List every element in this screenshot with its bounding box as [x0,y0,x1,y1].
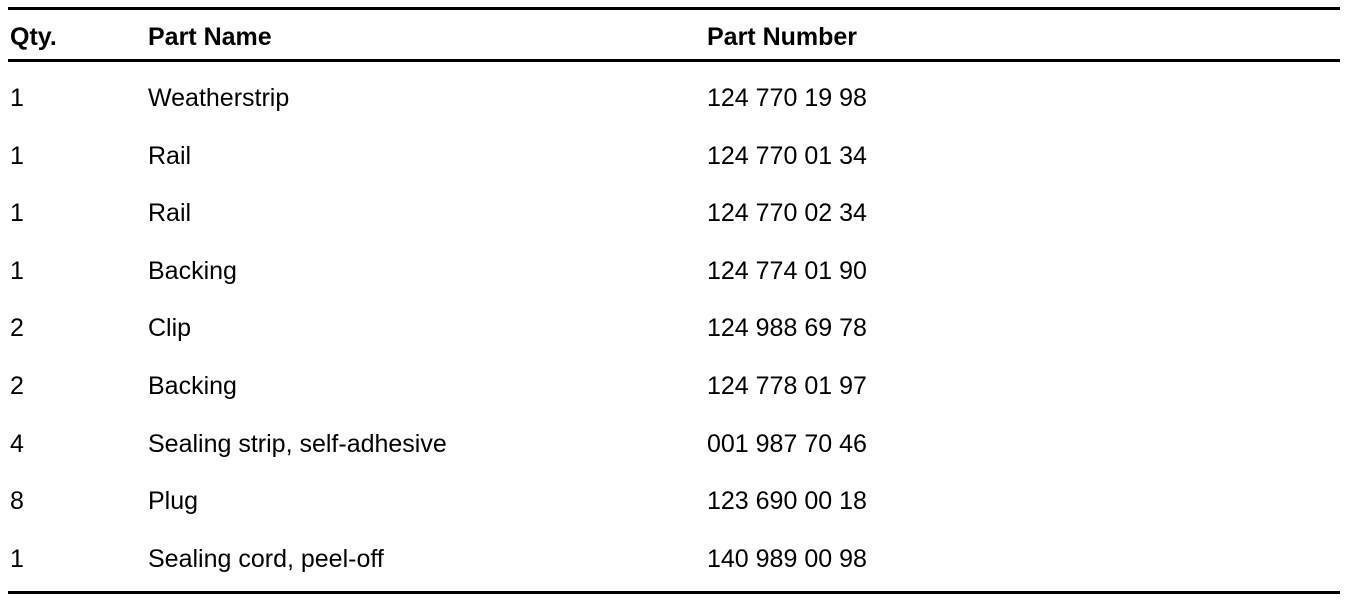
table-row [8,358,1340,416]
table-row [8,70,1340,128]
header-part-name: Part Name [148,23,272,51]
header-part-number: Part Number [707,23,858,51]
table-body [8,70,1340,588]
part-number-cell: 124 770 02 34 [707,199,867,228]
part-number-cell: 001 987 70 46 [707,429,867,458]
part-name-cell: Clip [148,314,192,343]
table-row [8,128,1340,186]
top-rule [8,7,1340,10]
part-name-cell: Rail [148,199,192,228]
qty-cell: 2 [10,314,24,343]
part-number-cell: 124 770 19 98 [707,84,867,112]
table-header [8,20,1340,54]
qty-cell: 1 [10,256,24,285]
part-name-cell: Sealing strip, self-adhesive [148,429,447,458]
part-number-cell: 124 778 01 97 [707,371,867,400]
table-row [8,243,1340,301]
table-row [8,531,1340,589]
part-name-cell: Weatherstrip [148,84,290,112]
qty-cell: 1 [10,199,24,228]
table-row [8,416,1340,474]
part-name-cell: Backing [148,256,237,285]
part-number-cell: 140 989 00 98 [707,544,867,573]
qty-cell: 2 [10,371,24,400]
part-name-cell: Rail [148,141,192,170]
qty-cell: 1 [10,544,24,573]
part-number-cell: 124 770 01 34 [707,141,867,170]
header-qty: Qty. [10,23,57,51]
header-rule [8,59,1340,62]
table-row [8,300,1340,358]
bottom-rule [8,591,1340,594]
part-name-cell: Backing [148,371,237,400]
part-number-cell: 124 774 01 90 [707,256,867,285]
qty-cell: 4 [10,429,24,458]
qty-cell: 1 [10,141,24,170]
qty-cell: 8 [10,487,24,516]
part-name-cell: Sealing cord, peel-off [148,544,384,573]
part-number-cell: 124 988 69 78 [707,314,867,343]
table-row [8,473,1340,531]
part-number-cell: 123 690 00 18 [707,487,867,516]
table-row [8,185,1340,243]
part-name-cell: Plug [148,487,199,516]
qty-cell: 1 [10,84,24,112]
